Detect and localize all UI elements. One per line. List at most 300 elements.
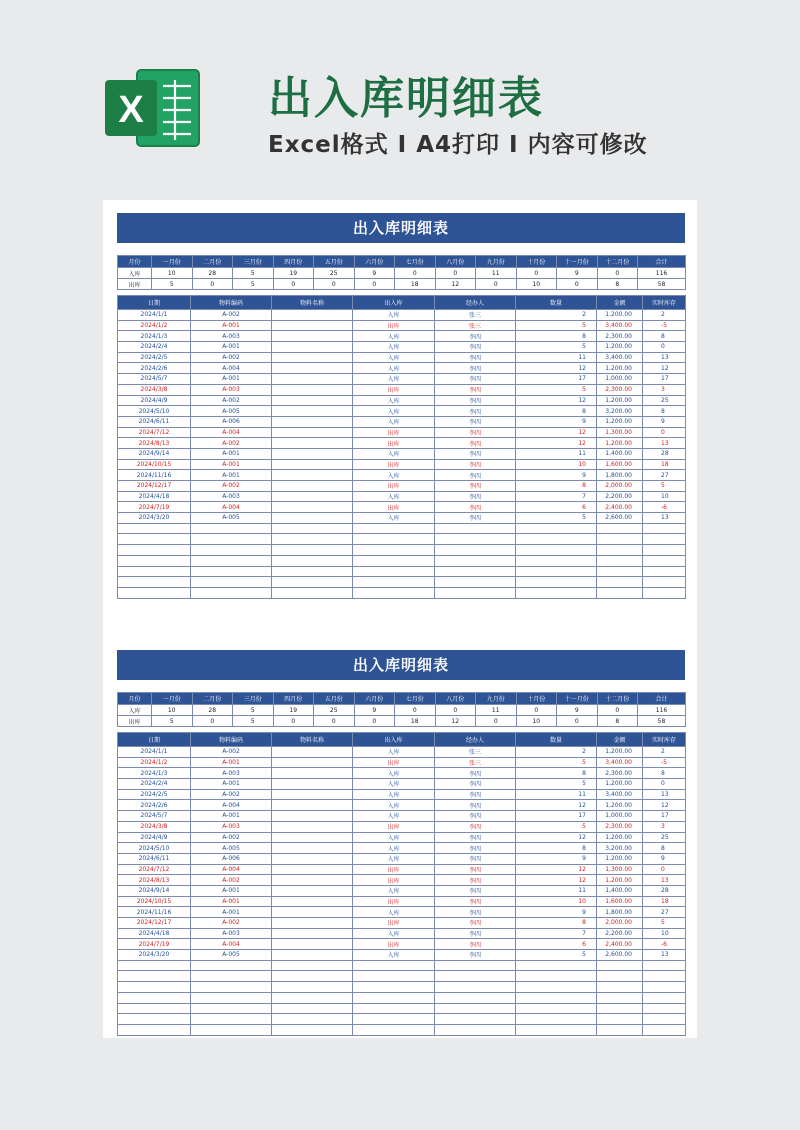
stock-cell[interactable]: 12 xyxy=(643,800,686,811)
amount-cell[interactable]: 1,200.00 xyxy=(597,853,643,864)
empty-cell[interactable] xyxy=(118,982,191,993)
material-name-cell[interactable] xyxy=(272,374,353,385)
amount-cell[interactable]: 1,200.00 xyxy=(597,747,643,758)
in-out-cell[interactable]: 出库 xyxy=(353,918,435,929)
amount-cell[interactable]: 2,400.00 xyxy=(597,939,643,950)
quantity-cell[interactable]: 12 xyxy=(516,832,597,843)
stock-cell[interactable]: 28 xyxy=(643,448,686,459)
empty-cell[interactable] xyxy=(191,555,272,566)
in-summary-cell[interactable]: 9 xyxy=(354,268,395,279)
empty-cell[interactable] xyxy=(643,555,686,566)
date-cell[interactable]: 2024/5/10 xyxy=(118,843,191,854)
empty-cell[interactable] xyxy=(435,960,516,971)
amount-cell[interactable]: 3,200.00 xyxy=(597,843,643,854)
empty-cell[interactable] xyxy=(191,960,272,971)
empty-cell[interactable] xyxy=(435,971,516,982)
handler-cell[interactable]: 李四 xyxy=(435,342,516,353)
handler-cell[interactable]: 李四 xyxy=(435,885,516,896)
in-out-cell[interactable]: 入库 xyxy=(353,374,435,385)
in-summary-cell[interactable]: 9 xyxy=(557,705,598,716)
stock-cell[interactable]: 28 xyxy=(643,885,686,896)
empty-cell[interactable] xyxy=(353,1014,435,1025)
amount-cell[interactable]: 1,600.00 xyxy=(597,896,643,907)
handler-cell[interactable]: 李四 xyxy=(435,843,516,854)
material-code-cell[interactable]: A-001 xyxy=(191,374,272,385)
empty-cell[interactable] xyxy=(597,534,643,545)
date-cell[interactable]: 2024/7/19 xyxy=(118,502,191,513)
material-name-cell[interactable] xyxy=(272,481,353,492)
empty-cell[interactable] xyxy=(597,1014,643,1025)
empty-cell[interactable] xyxy=(353,534,435,545)
out-summary-cell[interactable]: 0 xyxy=(192,716,233,727)
in-summary-cell[interactable]: 0 xyxy=(435,705,476,716)
stock-cell[interactable]: 8 xyxy=(643,331,686,342)
quantity-cell[interactable]: 10 xyxy=(516,896,597,907)
handler-cell[interactable]: 李四 xyxy=(435,427,516,438)
date-cell[interactable]: 2024/12/17 xyxy=(118,481,191,492)
empty-cell[interactable] xyxy=(272,555,353,566)
material-name-cell[interactable] xyxy=(272,406,353,417)
handler-cell[interactable]: 张三 xyxy=(435,747,516,758)
amount-cell[interactable]: 1,200.00 xyxy=(597,875,643,886)
quantity-cell[interactable]: 12 xyxy=(516,875,597,886)
quantity-cell[interactable]: 8 xyxy=(516,918,597,929)
quantity-cell[interactable]: 8 xyxy=(516,406,597,417)
empty-cell[interactable] xyxy=(516,1003,597,1014)
stock-cell[interactable]: 13 xyxy=(643,950,686,961)
empty-cell[interactable] xyxy=(191,1003,272,1014)
empty-cell[interactable] xyxy=(353,577,435,588)
amount-cell[interactable]: 2,000.00 xyxy=(597,481,643,492)
date-cell[interactable]: 2024/3/20 xyxy=(118,950,191,961)
in-out-cell[interactable]: 入库 xyxy=(353,395,435,406)
out-summary-cell[interactable]: 0 xyxy=(314,279,355,290)
material-name-cell[interactable] xyxy=(272,459,353,470)
handler-cell[interactable]: 李四 xyxy=(435,448,516,459)
date-cell[interactable]: 2024/1/1 xyxy=(118,310,191,321)
material-code-cell[interactable]: A-006 xyxy=(191,853,272,864)
material-code-cell[interactable]: A-003 xyxy=(191,821,272,832)
material-code-cell[interactable]: A-002 xyxy=(191,789,272,800)
in-out-cell[interactable]: 入库 xyxy=(353,811,435,822)
out-summary-cell[interactable]: 8 xyxy=(597,716,638,727)
handler-cell[interactable]: 李四 xyxy=(435,459,516,470)
in-out-cell[interactable]: 出库 xyxy=(353,864,435,875)
date-cell[interactable]: 2024/10/15 xyxy=(118,459,191,470)
amount-cell[interactable]: 2,300.00 xyxy=(597,821,643,832)
amount-cell[interactable]: 1,200.00 xyxy=(597,395,643,406)
date-cell[interactable]: 2024/2/5 xyxy=(118,352,191,363)
stock-cell[interactable]: 17 xyxy=(643,811,686,822)
material-code-cell[interactable]: A-003 xyxy=(191,491,272,502)
stock-cell[interactable]: 13 xyxy=(643,789,686,800)
handler-cell[interactable]: 李四 xyxy=(435,416,516,427)
material-code-cell[interactable]: A-005 xyxy=(191,513,272,524)
empty-cell[interactable] xyxy=(353,1003,435,1014)
handler-cell[interactable]: 李四 xyxy=(435,352,516,363)
empty-cell[interactable] xyxy=(118,960,191,971)
in-summary-cell[interactable]: 5 xyxy=(233,705,274,716)
in-out-cell[interactable]: 入库 xyxy=(353,491,435,502)
empty-cell[interactable] xyxy=(516,523,597,534)
amount-cell[interactable]: 2,400.00 xyxy=(597,502,643,513)
material-code-cell[interactable]: A-006 xyxy=(191,416,272,427)
stock-cell[interactable]: 13 xyxy=(643,438,686,449)
empty-cell[interactable] xyxy=(272,971,353,982)
in-out-cell[interactable]: 入库 xyxy=(353,352,435,363)
stock-cell[interactable]: 27 xyxy=(643,907,686,918)
empty-cell[interactable] xyxy=(643,992,686,1003)
in-out-cell[interactable]: 出库 xyxy=(353,502,435,513)
stock-cell[interactable]: 8 xyxy=(643,768,686,779)
in-summary-cell[interactable]: 25 xyxy=(314,705,355,716)
in-out-cell[interactable]: 入库 xyxy=(353,448,435,459)
empty-cell[interactable] xyxy=(597,555,643,566)
material-name-cell[interactable] xyxy=(272,928,353,939)
out-summary-cell[interactable]: 5 xyxy=(233,716,274,727)
quantity-cell[interactable]: 9 xyxy=(516,470,597,481)
amount-cell[interactable]: 1,300.00 xyxy=(597,427,643,438)
empty-cell[interactable] xyxy=(191,523,272,534)
amount-cell[interactable]: 1,200.00 xyxy=(597,310,643,321)
in-out-cell[interactable]: 入库 xyxy=(353,342,435,353)
empty-cell[interactable] xyxy=(118,555,191,566)
empty-cell[interactable] xyxy=(516,1024,597,1035)
date-cell[interactable]: 2024/4/18 xyxy=(118,928,191,939)
empty-cell[interactable] xyxy=(643,960,686,971)
date-cell[interactable]: 2024/8/13 xyxy=(118,875,191,886)
handler-cell[interactable]: 张三 xyxy=(435,320,516,331)
amount-cell[interactable]: 1,600.00 xyxy=(597,459,643,470)
stock-cell[interactable]: 2 xyxy=(643,310,686,321)
out-summary-cell[interactable]: 58 xyxy=(638,279,686,290)
handler-cell[interactable]: 李四 xyxy=(435,491,516,502)
empty-cell[interactable] xyxy=(118,523,191,534)
material-code-cell[interactable]: A-002 xyxy=(191,832,272,843)
out-summary-cell[interactable]: 12 xyxy=(435,716,476,727)
empty-cell[interactable] xyxy=(353,992,435,1003)
material-name-cell[interactable] xyxy=(272,800,353,811)
stock-cell[interactable]: -5 xyxy=(643,320,686,331)
date-cell[interactable]: 2024/4/9 xyxy=(118,395,191,406)
quantity-cell[interactable]: 8 xyxy=(516,768,597,779)
material-name-cell[interactable] xyxy=(272,320,353,331)
amount-cell[interactable]: 2,300.00 xyxy=(597,768,643,779)
empty-cell[interactable] xyxy=(272,960,353,971)
date-cell[interactable]: 2024/4/9 xyxy=(118,832,191,843)
empty-cell[interactable] xyxy=(643,545,686,556)
date-cell[interactable]: 2024/3/8 xyxy=(118,821,191,832)
in-out-cell[interactable]: 入库 xyxy=(353,843,435,854)
material-name-cell[interactable] xyxy=(272,310,353,321)
date-cell[interactable]: 2024/11/16 xyxy=(118,470,191,481)
material-code-cell[interactable]: A-002 xyxy=(191,481,272,492)
amount-cell[interactable]: 1,200.00 xyxy=(597,416,643,427)
empty-cell[interactable] xyxy=(516,545,597,556)
empty-cell[interactable] xyxy=(643,587,686,598)
empty-cell[interactable] xyxy=(272,566,353,577)
material-name-cell[interactable] xyxy=(272,768,353,779)
date-cell[interactable]: 2024/1/3 xyxy=(118,768,191,779)
quantity-cell[interactable]: 8 xyxy=(516,331,597,342)
material-name-cell[interactable] xyxy=(272,491,353,502)
material-code-cell[interactable]: A-005 xyxy=(191,950,272,961)
handler-cell[interactable]: 李四 xyxy=(435,907,516,918)
date-cell[interactable]: 2024/8/13 xyxy=(118,438,191,449)
material-name-cell[interactable] xyxy=(272,352,353,363)
in-out-cell[interactable]: 入库 xyxy=(353,331,435,342)
in-out-cell[interactable]: 入库 xyxy=(353,470,435,481)
empty-cell[interactable] xyxy=(435,1024,516,1035)
empty-cell[interactable] xyxy=(353,555,435,566)
empty-cell[interactable] xyxy=(272,992,353,1003)
handler-cell[interactable]: 李四 xyxy=(435,918,516,929)
material-name-cell[interactable] xyxy=(272,811,353,822)
empty-cell[interactable] xyxy=(597,971,643,982)
quantity-cell[interactable]: 5 xyxy=(516,342,597,353)
in-out-cell[interactable]: 入库 xyxy=(353,768,435,779)
handler-cell[interactable]: 李四 xyxy=(435,853,516,864)
quantity-cell[interactable]: 5 xyxy=(516,384,597,395)
amount-cell[interactable]: 1,200.00 xyxy=(597,832,643,843)
date-cell[interactable]: 2024/4/18 xyxy=(118,491,191,502)
material-code-cell[interactable]: A-004 xyxy=(191,502,272,513)
material-name-cell[interactable] xyxy=(272,779,353,790)
out-summary-cell[interactable]: 5 xyxy=(152,716,193,727)
quantity-cell[interactable]: 12 xyxy=(516,864,597,875)
date-cell[interactable]: 2024/7/12 xyxy=(118,427,191,438)
handler-cell[interactable]: 李四 xyxy=(435,502,516,513)
stock-cell[interactable]: 3 xyxy=(643,821,686,832)
empty-cell[interactable] xyxy=(272,1003,353,1014)
quantity-cell[interactable]: 5 xyxy=(516,950,597,961)
stock-cell[interactable]: 13 xyxy=(643,513,686,524)
empty-cell[interactable] xyxy=(272,1024,353,1035)
stock-cell[interactable]: 3 xyxy=(643,384,686,395)
empty-cell[interactable] xyxy=(353,982,435,993)
material-name-cell[interactable] xyxy=(272,950,353,961)
handler-cell[interactable]: 张三 xyxy=(435,757,516,768)
amount-cell[interactable]: 2,600.00 xyxy=(597,950,643,961)
date-cell[interactable]: 2024/6/11 xyxy=(118,853,191,864)
date-cell[interactable]: 2024/7/12 xyxy=(118,864,191,875)
date-cell[interactable]: 2024/1/1 xyxy=(118,747,191,758)
quantity-cell[interactable]: 17 xyxy=(516,374,597,385)
handler-cell[interactable]: 李四 xyxy=(435,384,516,395)
amount-cell[interactable]: 1,300.00 xyxy=(597,864,643,875)
material-name-cell[interactable] xyxy=(272,832,353,843)
in-summary-cell[interactable]: 0 xyxy=(516,268,557,279)
out-summary-cell[interactable]: 0 xyxy=(354,716,395,727)
out-summary-cell[interactable]: 0 xyxy=(314,716,355,727)
stock-cell[interactable]: 0 xyxy=(643,779,686,790)
empty-cell[interactable] xyxy=(643,1024,686,1035)
quantity-cell[interactable]: 6 xyxy=(516,502,597,513)
date-cell[interactable]: 2024/11/16 xyxy=(118,907,191,918)
in-out-cell[interactable]: 入库 xyxy=(353,747,435,758)
quantity-cell[interactable]: 7 xyxy=(516,491,597,502)
empty-cell[interactable] xyxy=(597,992,643,1003)
empty-cell[interactable] xyxy=(597,1003,643,1014)
material-name-cell[interactable] xyxy=(272,448,353,459)
empty-cell[interactable] xyxy=(435,1014,516,1025)
empty-cell[interactable] xyxy=(353,523,435,534)
quantity-cell[interactable]: 6 xyxy=(516,939,597,950)
empty-cell[interactable] xyxy=(435,545,516,556)
empty-cell[interactable] xyxy=(597,566,643,577)
handler-cell[interactable]: 李四 xyxy=(435,832,516,843)
handler-cell[interactable]: 李四 xyxy=(435,939,516,950)
in-out-cell[interactable]: 出库 xyxy=(353,320,435,331)
material-code-cell[interactable]: A-001 xyxy=(191,779,272,790)
amount-cell[interactable]: 2,200.00 xyxy=(597,491,643,502)
stock-cell[interactable]: 13 xyxy=(643,875,686,886)
out-summary-cell[interactable]: 10 xyxy=(516,279,557,290)
in-summary-cell[interactable]: 10 xyxy=(152,705,193,716)
material-code-cell[interactable]: A-001 xyxy=(191,907,272,918)
amount-cell[interactable]: 1,400.00 xyxy=(597,448,643,459)
amount-cell[interactable]: 1,200.00 xyxy=(597,438,643,449)
material-code-cell[interactable]: A-003 xyxy=(191,768,272,779)
amount-cell[interactable]: 1,200.00 xyxy=(597,779,643,790)
amount-cell[interactable]: 1,200.00 xyxy=(597,363,643,374)
material-code-cell[interactable]: A-001 xyxy=(191,885,272,896)
out-summary-cell[interactable]: 0 xyxy=(557,279,598,290)
quantity-cell[interactable]: 5 xyxy=(516,779,597,790)
material-code-cell[interactable]: A-004 xyxy=(191,427,272,438)
in-out-cell[interactable]: 入库 xyxy=(353,853,435,864)
out-summary-cell[interactable]: 0 xyxy=(273,279,314,290)
handler-cell[interactable]: 李四 xyxy=(435,438,516,449)
handler-cell[interactable]: 李四 xyxy=(435,363,516,374)
empty-cell[interactable] xyxy=(516,960,597,971)
material-code-cell[interactable]: A-005 xyxy=(191,406,272,417)
material-code-cell[interactable]: A-002 xyxy=(191,310,272,321)
in-summary-cell[interactable]: 9 xyxy=(557,268,598,279)
quantity-cell[interactable]: 8 xyxy=(516,481,597,492)
material-code-cell[interactable]: A-001 xyxy=(191,896,272,907)
empty-cell[interactable] xyxy=(643,982,686,993)
out-summary-cell[interactable]: 0 xyxy=(273,716,314,727)
in-summary-cell[interactable]: 0 xyxy=(516,705,557,716)
empty-cell[interactable] xyxy=(272,534,353,545)
material-name-cell[interactable] xyxy=(272,513,353,524)
material-code-cell[interactable]: A-001 xyxy=(191,320,272,331)
stock-cell[interactable]: 18 xyxy=(643,896,686,907)
empty-cell[interactable] xyxy=(191,971,272,982)
date-cell[interactable]: 2024/1/3 xyxy=(118,331,191,342)
in-summary-cell[interactable]: 116 xyxy=(638,705,686,716)
empty-cell[interactable] xyxy=(597,960,643,971)
empty-cell[interactable] xyxy=(191,534,272,545)
amount-cell[interactable]: 3,200.00 xyxy=(597,406,643,417)
material-code-cell[interactable]: A-003 xyxy=(191,331,272,342)
empty-cell[interactable] xyxy=(191,1024,272,1035)
in-summary-cell[interactable]: 10 xyxy=(152,268,193,279)
material-name-cell[interactable] xyxy=(272,395,353,406)
out-summary-cell[interactable]: 18 xyxy=(395,279,436,290)
out-summary-cell[interactable]: 0 xyxy=(192,279,233,290)
empty-cell[interactable] xyxy=(516,982,597,993)
in-summary-cell[interactable]: 116 xyxy=(638,268,686,279)
amount-cell[interactable]: 3,400.00 xyxy=(597,757,643,768)
in-summary-cell[interactable]: 19 xyxy=(273,268,314,279)
empty-cell[interactable] xyxy=(435,523,516,534)
handler-cell[interactable]: 李四 xyxy=(435,950,516,961)
in-summary-cell[interactable]: 入库 xyxy=(118,705,152,716)
amount-cell[interactable]: 2,300.00 xyxy=(597,384,643,395)
in-summary-cell[interactable]: 28 xyxy=(192,268,233,279)
empty-cell[interactable] xyxy=(118,1024,191,1035)
handler-cell[interactable]: 李四 xyxy=(435,374,516,385)
in-out-cell[interactable]: 入库 xyxy=(353,513,435,524)
out-summary-cell[interactable]: 8 xyxy=(597,279,638,290)
handler-cell[interactable]: 李四 xyxy=(435,331,516,342)
stock-cell[interactable]: 12 xyxy=(643,363,686,374)
date-cell[interactable]: 2024/2/4 xyxy=(118,779,191,790)
empty-cell[interactable] xyxy=(643,523,686,534)
empty-cell[interactable] xyxy=(191,587,272,598)
date-cell[interactable]: 2024/2/5 xyxy=(118,789,191,800)
stock-cell[interactable]: 8 xyxy=(643,406,686,417)
stock-cell[interactable]: 27 xyxy=(643,470,686,481)
handler-cell[interactable]: 李四 xyxy=(435,928,516,939)
empty-cell[interactable] xyxy=(516,1014,597,1025)
date-cell[interactable]: 2024/9/14 xyxy=(118,885,191,896)
quantity-cell[interactable]: 7 xyxy=(516,928,597,939)
empty-cell[interactable] xyxy=(516,971,597,982)
material-code-cell[interactable]: A-002 xyxy=(191,875,272,886)
material-code-cell[interactable]: A-002 xyxy=(191,747,272,758)
material-code-cell[interactable]: A-001 xyxy=(191,448,272,459)
empty-cell[interactable] xyxy=(353,971,435,982)
empty-cell[interactable] xyxy=(643,566,686,577)
stock-cell[interactable]: -6 xyxy=(643,939,686,950)
handler-cell[interactable]: 李四 xyxy=(435,481,516,492)
material-code-cell[interactable]: A-004 xyxy=(191,864,272,875)
out-summary-cell[interactable]: 0 xyxy=(354,279,395,290)
empty-cell[interactable] xyxy=(118,566,191,577)
empty-cell[interactable] xyxy=(191,982,272,993)
stock-cell[interactable]: 13 xyxy=(643,352,686,363)
in-out-cell[interactable]: 出库 xyxy=(353,459,435,470)
handler-cell[interactable]: 李四 xyxy=(435,395,516,406)
material-code-cell[interactable]: A-003 xyxy=(191,384,272,395)
material-name-cell[interactable] xyxy=(272,939,353,950)
material-code-cell[interactable]: A-001 xyxy=(191,757,272,768)
handler-cell[interactable]: 李四 xyxy=(435,470,516,481)
amount-cell[interactable]: 3,400.00 xyxy=(597,789,643,800)
empty-cell[interactable] xyxy=(597,577,643,588)
quantity-cell[interactable]: 17 xyxy=(516,811,597,822)
in-summary-cell[interactable]: 11 xyxy=(476,268,517,279)
amount-cell[interactable]: 2,000.00 xyxy=(597,918,643,929)
out-summary-cell[interactable]: 5 xyxy=(233,279,274,290)
date-cell[interactable]: 2024/1/2 xyxy=(118,757,191,768)
stock-cell[interactable]: 18 xyxy=(643,459,686,470)
quantity-cell[interactable]: 12 xyxy=(516,427,597,438)
empty-cell[interactable] xyxy=(643,971,686,982)
in-out-cell[interactable]: 入库 xyxy=(353,789,435,800)
material-name-cell[interactable] xyxy=(272,843,353,854)
stock-cell[interactable]: 17 xyxy=(643,374,686,385)
empty-cell[interactable] xyxy=(435,566,516,577)
material-name-cell[interactable] xyxy=(272,853,353,864)
out-summary-cell[interactable]: 出库 xyxy=(118,279,152,290)
empty-cell[interactable] xyxy=(272,545,353,556)
stock-cell[interactable]: 10 xyxy=(643,928,686,939)
in-out-cell[interactable]: 入库 xyxy=(353,950,435,961)
